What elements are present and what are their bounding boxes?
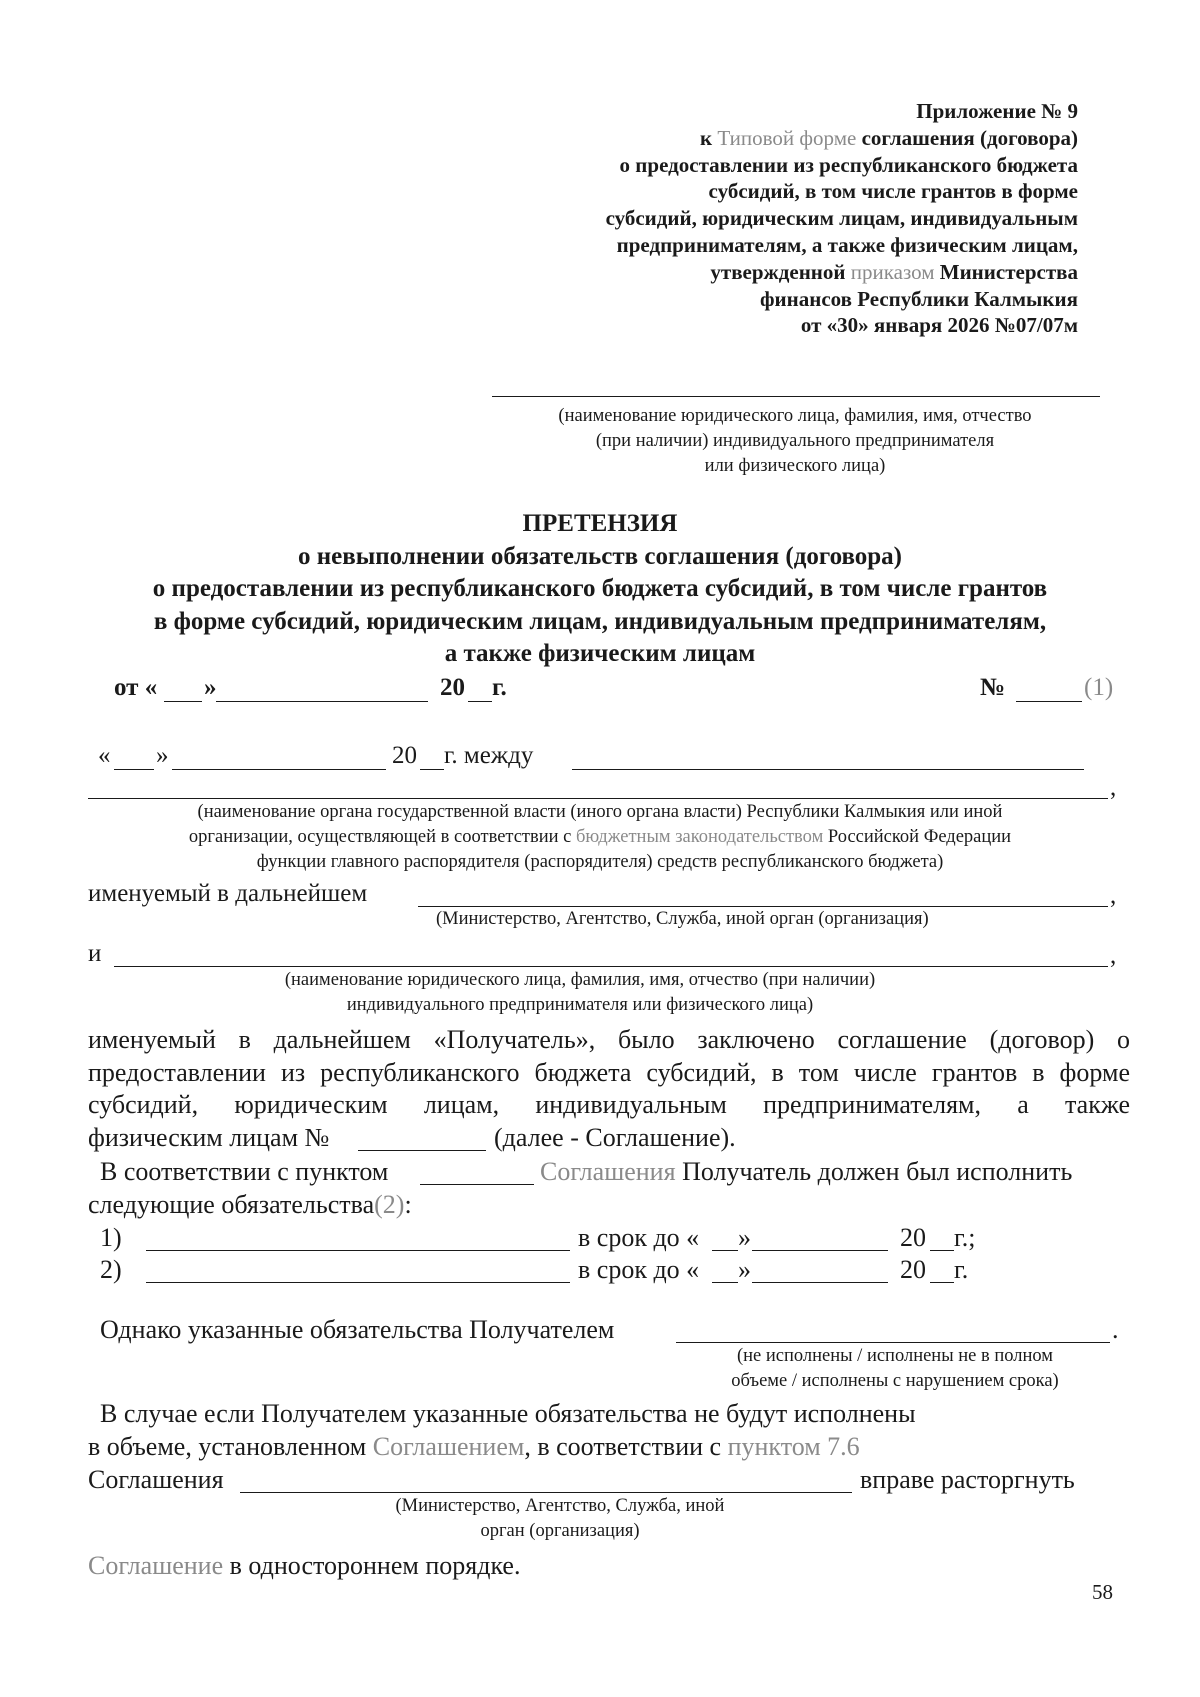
obligation-item-1: 1)	[100, 1223, 122, 1252]
date-month-blank[interactable]	[216, 701, 428, 702]
terminating-organ-blank[interactable]	[240, 1492, 852, 1493]
recipient-caption: (наименование юридического лица, фамилия, имя, отчество (при наличии) индивидуального предпринимателя или физического лица)	[558, 406, 1032, 476]
date-year-blank[interactable]	[468, 701, 492, 702]
between-year-blank[interactable]	[420, 769, 444, 770]
obligation-1-year-blank[interactable]	[930, 1250, 954, 1251]
ministry-caption: (Министерство, Агентство, Служба, иной орган (организация)	[436, 909, 929, 929]
agreement-paragraph: именуемый в дальнейшем «Получатель», было заключено соглашение (договор) о предоставлении из республиканского бюджета субсидий, в том числе грантов в форме субсидий, юридическим лицам, индивидуальным предпринимателям, а также	[88, 1025, 1130, 1119]
organ-caption: (наименование органа государственной власти (иного органа власти) Республики Калмыкия или иной организации, осуществляющей в соответствии с бюджетным законодательством Российской Федерации функции главного распорядителя (распорядителя) средств республиканского бюджета)	[188, 802, 1012, 872]
recipient-blank-line[interactable]	[492, 396, 1100, 397]
termination-paragraph: В случае если Получателем указанные обязательства не будут исполнены	[100, 1399, 916, 1428]
date-row: от «	[114, 674, 158, 701]
organ-name-blank-1[interactable]	[572, 769, 1084, 770]
budget-law-link[interactable]: бюджетным законодательством	[576, 827, 824, 847]
between-month-blank[interactable]	[172, 769, 386, 770]
footnote-1[interactable]: (1)	[1084, 674, 1114, 701]
agreement-link-1[interactable]: Соглашения	[540, 1157, 676, 1186]
obligation-item-2: 2)	[100, 1255, 122, 1284]
status-blank[interactable]	[676, 1342, 1110, 1343]
clause-number-blank[interactable]	[420, 1184, 534, 1185]
obligation-1-month-blank[interactable]	[752, 1250, 888, 1251]
obligation-2-month-blank[interactable]	[752, 1282, 888, 1283]
page-number: 58	[1092, 1580, 1113, 1604]
recipient-name-caption: (наименование юридического лица, фамилия, имя, отчество (при наличии) индивидуального предпринимателя или физического лица)	[284, 970, 876, 1015]
clause-7-6-link[interactable]: пунктом 7.6	[727, 1432, 860, 1461]
typical-form-link[interactable]: Типовой форме	[717, 125, 857, 150]
claim-number-blank[interactable]	[1016, 701, 1082, 702]
recipient-name-blank[interactable]	[114, 966, 1108, 967]
organ-name-blank-2[interactable]	[88, 798, 1108, 799]
obligation-2-year-blank[interactable]	[930, 1282, 954, 1283]
agreement-number-blank[interactable]	[358, 1150, 486, 1151]
obligation-1-day-blank[interactable]	[712, 1250, 738, 1251]
ministry-caption-2: (Министерство, Агентство, Служба, иной орган (организация)	[395, 1496, 725, 1541]
footnote-2[interactable]: (2)	[374, 1190, 405, 1219]
appendix-number: Приложение № 9	[916, 99, 1078, 123]
obligation-1-blank[interactable]	[146, 1250, 570, 1251]
agreement-link-2[interactable]: Соглашением	[372, 1432, 525, 1461]
between-day-blank[interactable]	[114, 769, 154, 770]
appendix-header: Приложение № 9 к Типовой форме соглашения (договора) о предоставлении из республиканского бюджета субсидий, в том числе грантов в форме субсидий, юридическим лицам, индивидуальным предпринимателям, а также физическим лицам, утвержденной приказом Министерства финансов Республики Калмыкия от «30» января 2026 №07/07м	[605, 99, 1078, 338]
agreement-link-3[interactable]: Соглашение	[88, 1551, 224, 1580]
document-title: ПРЕТЕНЗИЯ о невыполнении обязательств соглашения (договора) о предоставлении из республиканского бюджета субсидий, в том числе грантов в форме субсидий, юридическим лицам, индивидуальным предпринимателям, а также физическим лицам	[60, 508, 1140, 671]
status-caption: (не исполнены / исполнены не в полном объеме / исполнены с нарушением срока)	[731, 1346, 1059, 1391]
order-link[interactable]: приказом	[850, 259, 935, 284]
date-day-blank[interactable]	[164, 701, 202, 702]
approval-date: от «30» января 2026 №07/07м	[800, 313, 1078, 338]
number-sign: №	[980, 674, 1006, 701]
appendix-ref-line: к Типовой форме соглашения (договора)	[700, 125, 1078, 150]
obligation-2-day-blank[interactable]	[712, 1282, 738, 1283]
title-main: ПРЕТЕНЗИЯ	[522, 510, 678, 537]
obligation-2-blank[interactable]	[146, 1282, 570, 1283]
